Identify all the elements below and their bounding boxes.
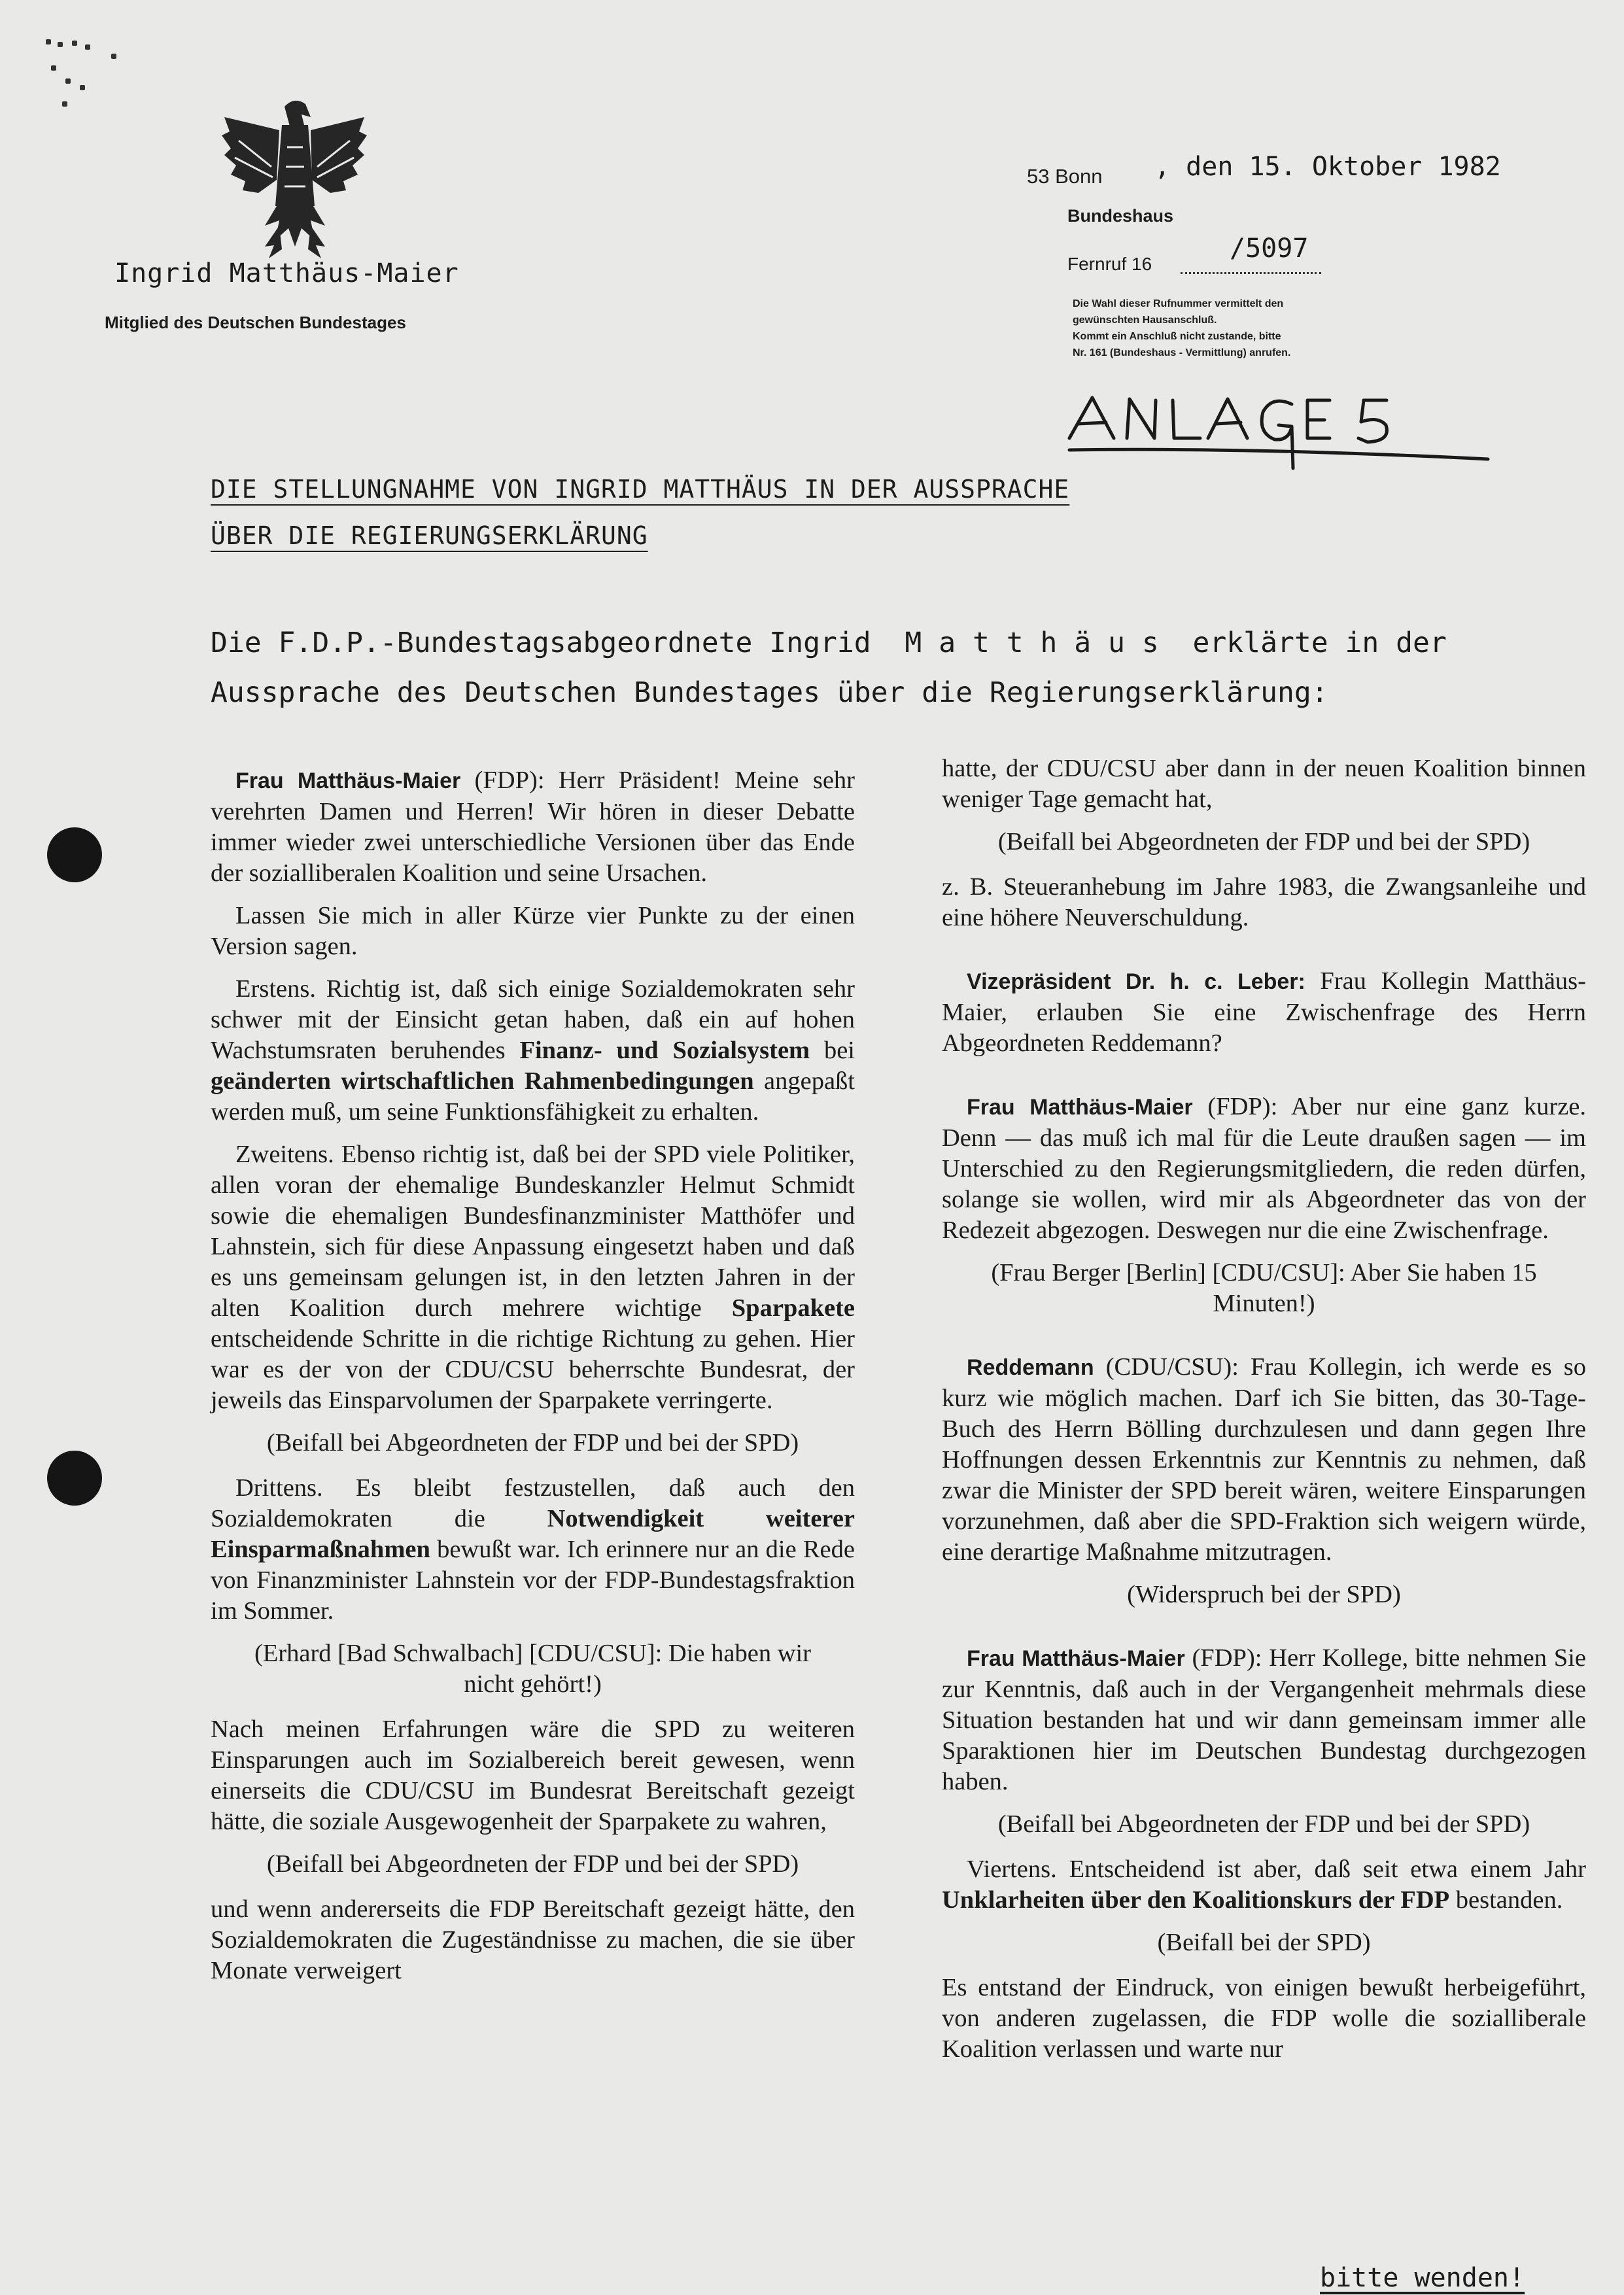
phone-note-line: Nr. 161 (Bundeshaus - Vermittlung) anrufen. bbox=[1073, 347, 1291, 358]
text-column-right bbox=[942, 753, 1586, 2077]
applause-note: (Beifall bei Abgeordneten der FDP und bei der SPD) bbox=[266, 1850, 799, 1878]
emphasis: Finanz- und Sozialsystem bbox=[519, 1037, 810, 1064]
place: 53 Bonn bbox=[1027, 165, 1103, 188]
phone-extension: /5097 bbox=[1230, 233, 1309, 264]
paragraph: Frau Matthäus-Maier (FDP): Aber nur eine ganz kurze. Denn — das muß ich mal für die Leute draußen sagen — im Unterschied zu den Regierungsmitgliedern, die reden dürfen, solange sie wollen, wird mir als Abgeordneter das von der Redezeit abgezogen. Deswegen nur die eine Zwischenfrage. bbox=[942, 1093, 1587, 1244]
speaker-name: Reddemann bbox=[967, 1355, 1094, 1380]
applause-note: (Beifall bei Abgeordneten der FDP und bei der SPD) bbox=[266, 1429, 799, 1457]
phone-dotted-line bbox=[1181, 272, 1321, 274]
speaker-name: Vizepräsident Dr. h. c. Leber: bbox=[967, 969, 1305, 994]
please-turn-over: bitte wenden! bbox=[1320, 2263, 1525, 2293]
emphasis: geänderten wirtschaftlichen Rahmenbedingungen bbox=[211, 1067, 754, 1095]
phone-note-line: Kommt ein Anschluß nicht zustande, bitte bbox=[1073, 331, 1281, 342]
paragraph: Erstens. Richtig ist, daß sich einige Sozialdemokraten sehr schwer mit der Einsicht getan haben, daß ein auf hohen Wachstumsraten beruhendes Finanz- und Sozialsystem bei geänderten wirtschaftlichen Rahmenbedingungen angepaßt werden muß, um seine Funktionsfähigkeit zu erhalten. bbox=[211, 975, 855, 1126]
document-title-line-2: ÜBER DIE REGIERUNGSERKLÄRUNG bbox=[211, 521, 648, 550]
speaker-name: Frau Matthäus-Maier bbox=[967, 1646, 1185, 1671]
paragraph: Vizepräsident Dr. h. c. Leber: Frau Kollegin Matthäus-Maier, erlauben Sie eine Zwischenfrage des Herrn Abgeordneten Reddemann? bbox=[942, 967, 1586, 1057]
emphasis: Unklarheiten über den Koalitionskurs der FDP bbox=[942, 1886, 1450, 1914]
paragraph: Reddemann (CDU/CSU): Frau Kollegin, ich werde es so kurz wie möglich machen. Darf ich Sie bitten, das 30-Tage-Buch des Herrn Bölling durchzulesen und dann gegen Ihre Hoffnungen dessen Erkenntnis zur Kenntnis zu nehmen, daß zwar die Minister der SPD bereit wären, weitere Einsparungen vorzunehmen, daß aber die SPD-Fraktion sich weigern würde, eine derartige Maßnahme mitzutragen. bbox=[942, 1353, 1586, 1566]
intro-line-1: Die F.D.P.-Bundestagsabgeordnete Ingrid M a t t h ä u s erklärte in der bbox=[211, 627, 1447, 659]
paragraph: und wenn andererseits die FDP Bereitschaft gezeigt hätte, den Sozialdemokraten die Zugeständnisse zu machen, die sie über Monate verweigert bbox=[211, 1895, 855, 1984]
interjection-note: (Widerspruch bei der SPD) bbox=[1127, 1581, 1401, 1608]
interjection-note: (Erhard [Bad Schwalbach] [CDU/CSU]: Die haben wir nicht gehört!) bbox=[254, 1640, 812, 1698]
paragraph: Viertens. Entscheidend ist aber, daß seit etwa einem Jahr Unklarheiten über den Koalitionskurs der FDP bestanden. bbox=[942, 1855, 1586, 1914]
date: , den 15. Oktober 1982 bbox=[1154, 152, 1501, 182]
speaker-name: Frau Matthäus-Maier bbox=[235, 768, 461, 793]
speaker-name: Frau Matthäus-Maier bbox=[967, 1095, 1193, 1120]
interjection-note: (Frau Berger [Berlin] [CDU/CSU]: Aber Sie haben 15 Minuten!) bbox=[991, 1259, 1537, 1317]
text-column-left bbox=[211, 765, 855, 1998]
punch-hole-top bbox=[47, 827, 102, 882]
phone-label: Fernruf 16 bbox=[1067, 254, 1152, 274]
building: Bundeshaus bbox=[1067, 206, 1174, 226]
paragraph: Zweitens. Ebenso richtig ist, daß bei der SPD viele Politiker, allen voran der ehemalige Bundeskanzler Helmut Schmidt sowie die ehemaligen Bundesfinanzminister Matthöfer und Lahnstein, sich für diese Anpassung eingesetzt haben und daß es uns gemeinsam gelungen ist, in den letzten Jahren in der alten Koalition durch mehrere wichtige Sparpakete entscheidende Schritte in die richtige Richtung zu gehen. Hier war es der von der CDU/CSU beherrschte Bundesrat, der jeweils das Einsparvolumen der Sparpakete verringerte. bbox=[211, 1141, 855, 1414]
paragraph: hatte, der CDU/CSU aber dann in der neuen Koalition binnen weniger Tage gemacht hat, bbox=[942, 755, 1586, 813]
paragraph: Frau Matthäus-Maier (FDP): Herr Kollege, bitte nehmen Sie zur Kenntnis, daß auch in der Vergangenheit mehrmals diese Situation bestanden hat und wir dann gemeinsam immer alle Sparaktionen hier im Deutschen Bundestag durchgezogen haben. bbox=[942, 1644, 1587, 1795]
sender-name: Ingrid Matthäus-Maier bbox=[114, 258, 459, 288]
paragraph: Drittens. Es bleibt festzustellen, daß auch den Sozialdemokraten die Notwendigkeit weiterer Einsparmaßnahmen bewußt war. Ich erinnere nur an die Rede von Finanzminister Lahnstein vor der FDP-Bundestagsfraktion im Sommer. bbox=[211, 1474, 855, 1625]
punch-hole-bottom bbox=[47, 1451, 102, 1506]
sender-role: Mitglied des Deutschen Bundestages bbox=[105, 313, 406, 332]
handwritten-annotation-anlage-5 bbox=[1056, 386, 1501, 477]
scan-noise bbox=[46, 39, 124, 111]
phone-note bbox=[1073, 296, 1413, 361]
emphasis: Sparpakete bbox=[731, 1294, 855, 1322]
applause-note: (Beifall bei der SPD) bbox=[1157, 1929, 1371, 1956]
emphasis: Notwendigkeit weiterer Einsparmaßnahmen bbox=[211, 1505, 855, 1563]
phone-note-line: gewünschten Hausanschluß. bbox=[1073, 315, 1217, 326]
paragraph: Lassen Sie mich in aller Kürze vier Punkte zu der einen Version sagen. bbox=[211, 902, 855, 960]
paragraph: z. B. Steueranhebung im Jahre 1983, die Zwangsanleihe und eine höhere Neuverschuldung. bbox=[942, 873, 1586, 931]
applause-note: (Beifall bei Abgeordneten der FDP und bei der SPD) bbox=[997, 1810, 1530, 1838]
paragraph: Frau Matthäus-Maier (FDP): Herr Präsident! Meine sehr verehrten Damen und Herren! Wir hören in dieser Debatte immer wieder zwei unterschiedliche Versionen über das Ende der sozialliberalen Koalition und seine Ursachen. bbox=[211, 767, 855, 887]
applause-note: (Beifall bei Abgeordneten der FDP und bei der SPD) bbox=[997, 828, 1530, 855]
intro-line-2: Aussprache des Deutschen Bundestages über die Regierungserklärung: bbox=[211, 676, 1328, 709]
paragraph: Nach meinen Erfahrungen wäre die SPD zu weiteren Einsparungen auch im Sozialbereich bereit gewesen, wenn einerseits die CDU/CSU im Bundesrat Bereitschaft gezeigt hätte, die soziale Ausgewogenheit der Sparpakete zu wahren, bbox=[211, 1716, 855, 1835]
document-title: DIE STELLUNGNAHME VON INGRID MATTHÄUS IN DER AUSSPRACHE bbox=[211, 475, 1070, 504]
phone-note-line: Die Wahl dieser Rufnummer vermittelt den bbox=[1073, 298, 1284, 309]
federal-eagle-emblem bbox=[219, 95, 370, 268]
paragraph: Es entstand der Eindruck, von einigen bewußt herbeigeführt, von anderen zugelassen, die FDP wolle die sozialliberale Koalition verlassen und warte nur bbox=[942, 1974, 1586, 2063]
